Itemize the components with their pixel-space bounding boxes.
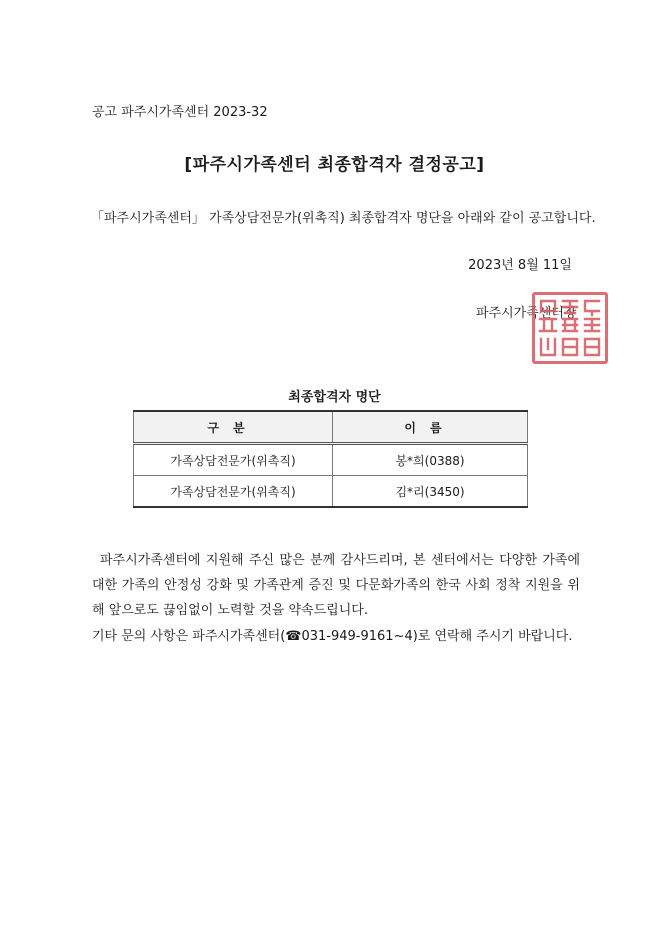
issuer-name: 파주시가족센터장 <box>476 306 577 321</box>
closing-paragraph-block <box>92 548 580 623</box>
final-candidates-table <box>133 410 528 508</box>
contact-info: 기타 문의 사항은 파주시가족센터(☎031-949-9161~4)로 연락해 주시기 바랍니다. <box>92 629 573 644</box>
official-seal-stamp <box>532 292 608 364</box>
row-name: 봉*희(0388) <box>333 444 528 476</box>
announcement-date: 2023년 8월 11일 <box>468 258 572 273</box>
table-row <box>134 476 528 508</box>
intro-text: 「파주시가족센터」 가족상담전문가(위촉직) 최종합격자 명단을 아래와 같이 공고합니다. <box>91 211 596 226</box>
table-row <box>134 444 528 476</box>
row-category: 가족상담전문가(위촉직) <box>134 444 333 476</box>
notice-number: 공고 파주시가족센터 2023-32 <box>92 105 268 120</box>
row-category: 가족상담전문가(위촉직) <box>134 476 333 508</box>
row-name: 김*리(3450) <box>333 476 528 508</box>
table-header-row <box>134 411 528 444</box>
document-title: [파주시가족센터 최종합격자 결정공고] <box>184 155 485 175</box>
roster-title: 최종합격자 명단 <box>288 390 381 405</box>
header-name: 이름 <box>333 411 528 444</box>
closing-paragraph: 파주시가족센터에 지원해 주신 많은 분께 감사드리며, 본 센터에서는 다양한 가족에 대한 가족의 안정성 강화 및 가족관계 증진 및 다문화가족의 한국 사회 정착 지원을 위해 앞으로도 끊임없이 노력할 것을 약속드립니다. <box>92 553 580 618</box>
seal-icon <box>535 295 605 361</box>
header-category: 구분 <box>134 411 333 444</box>
